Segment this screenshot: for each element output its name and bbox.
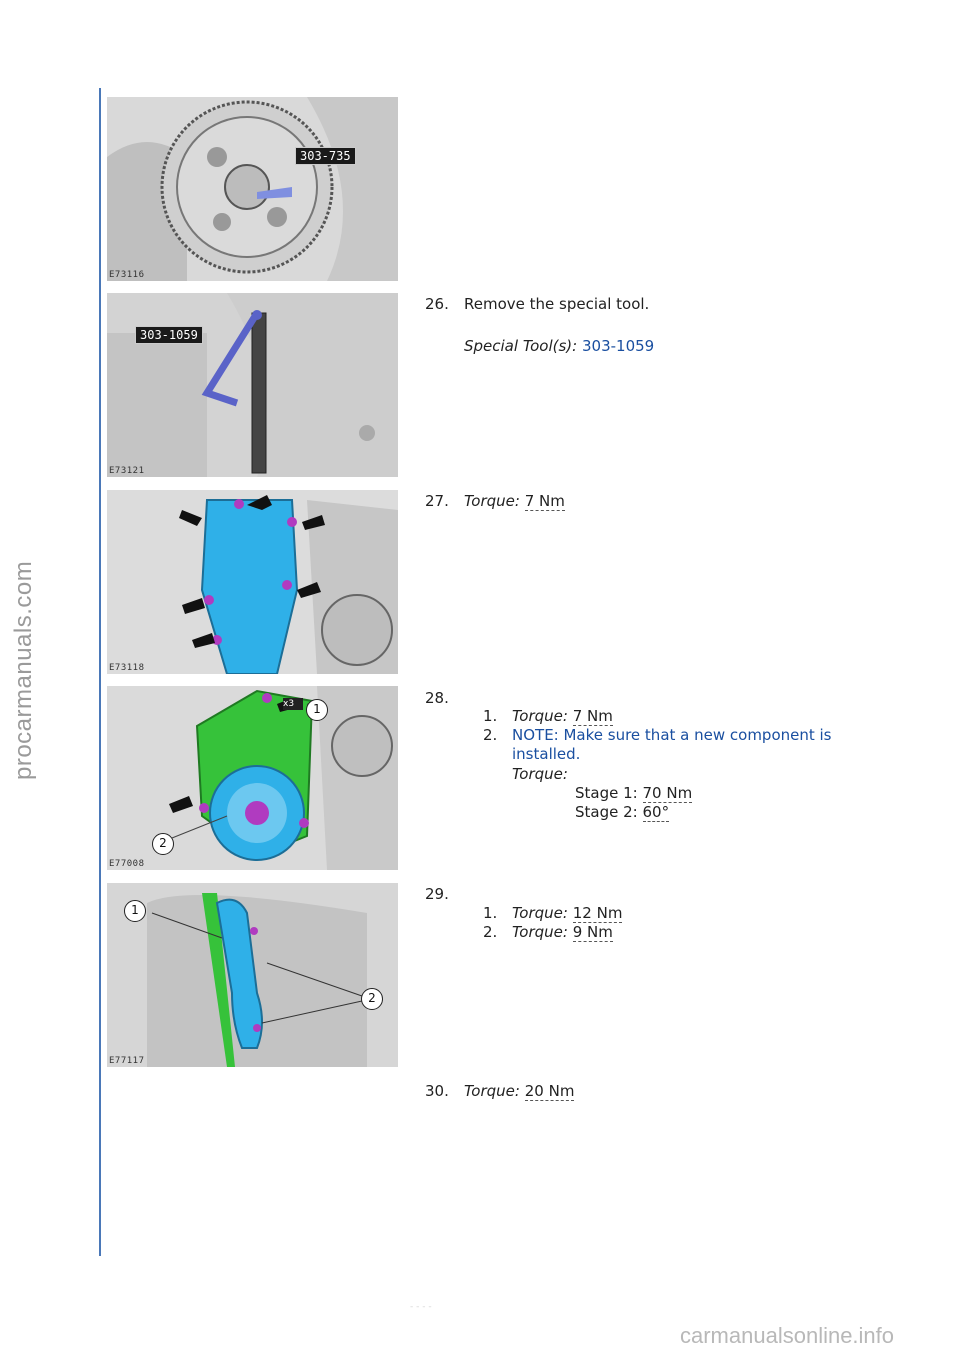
torque-line (512, 923, 613, 941)
margin-rule (99, 88, 101, 1256)
special-tools-line (464, 337, 654, 355)
torque-line (512, 707, 613, 725)
torque-label: Torque: (512, 707, 568, 725)
illustration-front-cover (107, 686, 398, 870)
torque-line (464, 492, 565, 510)
figure-code: E73121 (109, 466, 145, 476)
figure-special-tool (107, 293, 398, 477)
tool-label: 303-1059 (135, 326, 203, 344)
stage-line (575, 784, 692, 802)
stage-value[interactable]: 60° (642, 803, 670, 821)
torque-label: Torque: (512, 923, 568, 941)
quantity-badge: x3 (283, 699, 295, 709)
torque-value[interactable]: 7 Nm (572, 707, 613, 725)
step-number: 28. (425, 689, 449, 707)
footer-watermark: carmanualsonline.info (680, 1323, 895, 1348)
figure-code: E77117 (109, 1056, 145, 1066)
torque-label: Torque: (512, 765, 568, 783)
figure-code: E73118 (109, 663, 145, 673)
step-number: 27. (425, 492, 449, 510)
illustration-tool (107, 293, 398, 477)
tool-label: 303-735 (295, 147, 356, 165)
torque-value[interactable]: 9 Nm (572, 923, 613, 941)
figure-camshaft-sprocket (107, 97, 398, 281)
callout-2: 2 (152, 833, 174, 855)
step-number: 29. (425, 885, 449, 903)
callout-2: 2 (361, 988, 383, 1010)
sub-step-number: 1. (483, 904, 498, 922)
figure-timing-cover (107, 490, 398, 674)
torque-label: Torque: (512, 904, 568, 922)
illustration-sprocket (107, 97, 398, 281)
step-text: Remove the special tool. (464, 295, 650, 313)
torque-line (512, 904, 622, 922)
torque-label: Torque: (464, 1082, 520, 1100)
stage-line (575, 803, 669, 821)
special-tools-label: Special Tool(s): (464, 337, 578, 355)
step-number: 30. (425, 1082, 449, 1100)
figure-code: E73116 (109, 270, 145, 280)
step-number: 26. (425, 295, 449, 313)
stage-label: Stage 1: (575, 784, 638, 802)
figure-front-cover (107, 686, 398, 870)
side-watermark: procarmanuals.com (10, 560, 37, 780)
torque-line (464, 1082, 574, 1100)
note-text: NOTE: Make sure that a new component is (512, 726, 832, 744)
note-text-cont: installed. (512, 745, 581, 763)
sub-step-number: 2. (483, 726, 498, 744)
callout-1: 1 (124, 900, 146, 922)
figure-code: E77008 (109, 859, 145, 869)
illustration-timing-cover (107, 490, 398, 674)
sub-step-number: 1. (483, 707, 498, 725)
sub-step-number: 2. (483, 923, 498, 941)
stage-label: Stage 2: (575, 803, 638, 821)
figure-tube (107, 883, 398, 1067)
special-tool-link[interactable]: 303-1059 (582, 337, 655, 355)
page-footer: - - - - (410, 1302, 432, 1312)
torque-value[interactable]: 7 Nm (524, 492, 565, 510)
stage-value[interactable]: 70 Nm (642, 784, 693, 802)
torque-value[interactable]: 20 Nm (524, 1082, 575, 1100)
torque-label: Torque: (464, 492, 520, 510)
callout-1: 1 (306, 699, 328, 721)
illustration-tube (107, 883, 398, 1067)
torque-value[interactable]: 12 Nm (572, 904, 623, 922)
